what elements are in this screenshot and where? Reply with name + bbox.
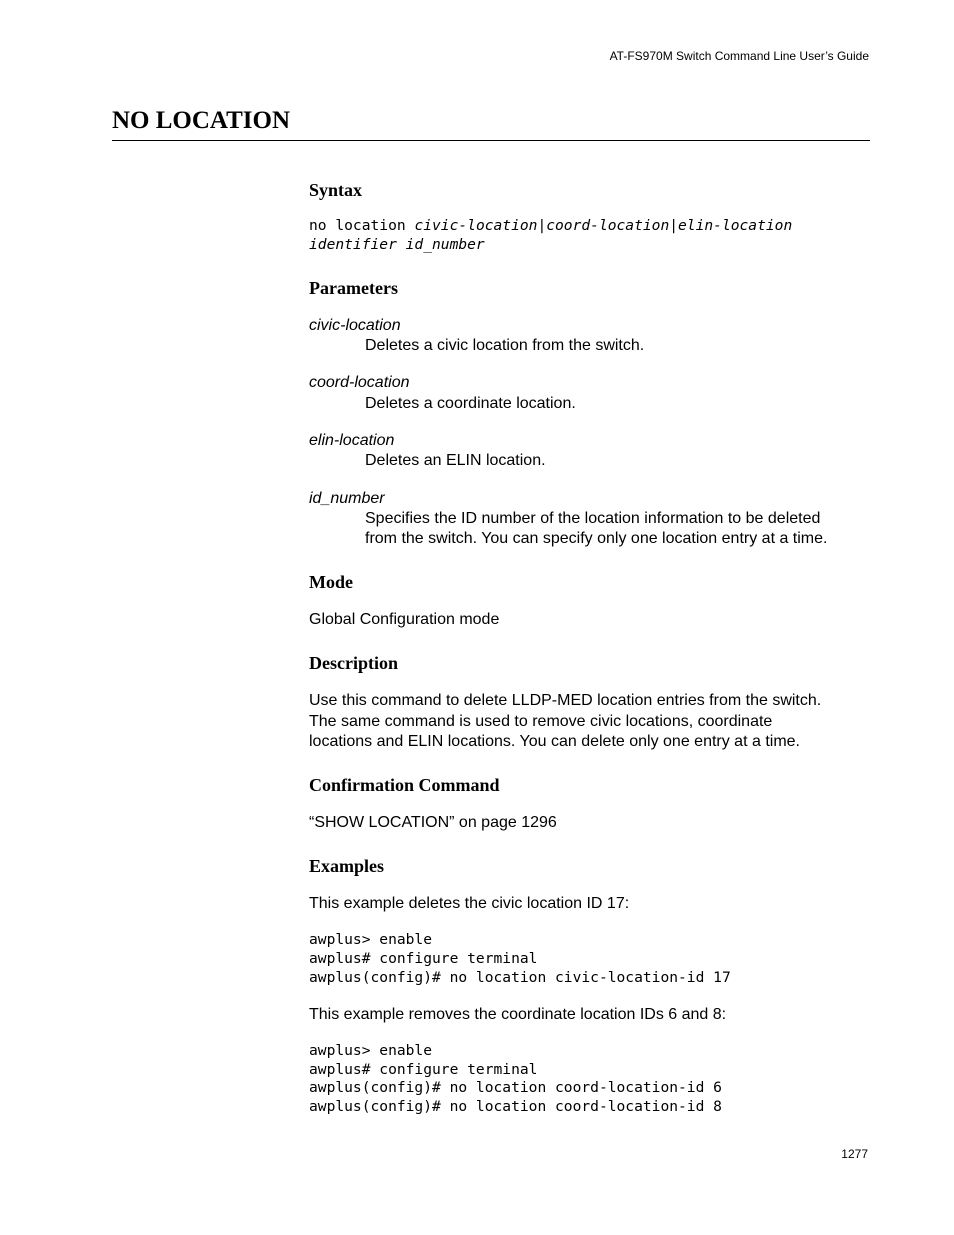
running-header: AT-FS970M Switch Command Line User’s Guide bbox=[609, 49, 869, 63]
syntax-heading: Syntax bbox=[309, 180, 363, 200]
example-1-code-line-2: awplus# configure terminal bbox=[309, 950, 538, 967]
param-name-id-number: id_number bbox=[309, 490, 385, 507]
example-1-code-line-3: awplus(config)# no location civic-location-id 17 bbox=[309, 969, 731, 986]
description-line-1: Use this command to delete LLDP-MED location entries from the switch. bbox=[309, 692, 822, 709]
example-2-code-line-4: awplus(config)# no location coord-location-id 8 bbox=[309, 1098, 722, 1115]
page-title: NO LOCATION bbox=[112, 107, 291, 134]
description-line-2: The same command is used to remove civic locations, coordinate bbox=[309, 713, 773, 730]
param-name-elin-location: elin-location bbox=[309, 432, 395, 449]
description-heading: Description bbox=[309, 653, 398, 673]
parameters-heading: Parameters bbox=[309, 278, 398, 298]
param-desc-civic-location: Deletes a civic location from the switch. bbox=[365, 337, 645, 354]
examples-heading: Examples bbox=[309, 856, 385, 876]
description-line-3: locations and ELIN locations. You can delete only one entry at a time. bbox=[309, 733, 800, 750]
confirmation-heading: Confirmation Command bbox=[309, 775, 500, 795]
page-number: 1277 bbox=[841, 1147, 868, 1161]
syntax-line-2 bbox=[309, 236, 485, 255]
syntax-line-1 bbox=[309, 217, 792, 236]
param-name-coord-location: coord-location bbox=[309, 374, 410, 391]
param-desc-elin-location: Deletes an ELIN location. bbox=[365, 452, 546, 469]
syntax-args-line-2: identifier id_number bbox=[309, 236, 485, 253]
example-1-code-line-1: awplus> enable bbox=[309, 931, 433, 948]
example-2-code-line-3: awplus(config)# no location coord-location-id 6 bbox=[309, 1079, 722, 1096]
example-2-code-line-2: awplus# configure terminal bbox=[309, 1061, 538, 1078]
title-rule bbox=[112, 140, 870, 141]
example-1-intro: This example deletes the civic location ID 17: bbox=[309, 895, 630, 912]
confirmation-link[interactable]: “SHOW LOCATION” on page 1296 bbox=[309, 814, 557, 831]
param-desc-coord-location: Deletes a coordinate location. bbox=[365, 395, 576, 412]
example-2-intro: This example removes the coordinate location IDs 6 and 8: bbox=[309, 1006, 727, 1023]
syntax-command: no location bbox=[309, 217, 415, 234]
param-desc-id-number-line-2: from the switch. You can specify only one location entry at a time. bbox=[365, 530, 828, 547]
param-desc-id-number-line-1: Specifies the ID number of the location information to be deleted bbox=[365, 510, 821, 527]
example-2-code-line-1: awplus> enable bbox=[309, 1042, 433, 1059]
mode-text: Global Configuration mode bbox=[309, 611, 500, 628]
syntax-args-line-1: civic-location|coord-location|elin-location bbox=[414, 217, 793, 234]
mode-heading: Mode bbox=[309, 572, 353, 592]
param-name-civic-location: civic-location bbox=[309, 317, 401, 334]
